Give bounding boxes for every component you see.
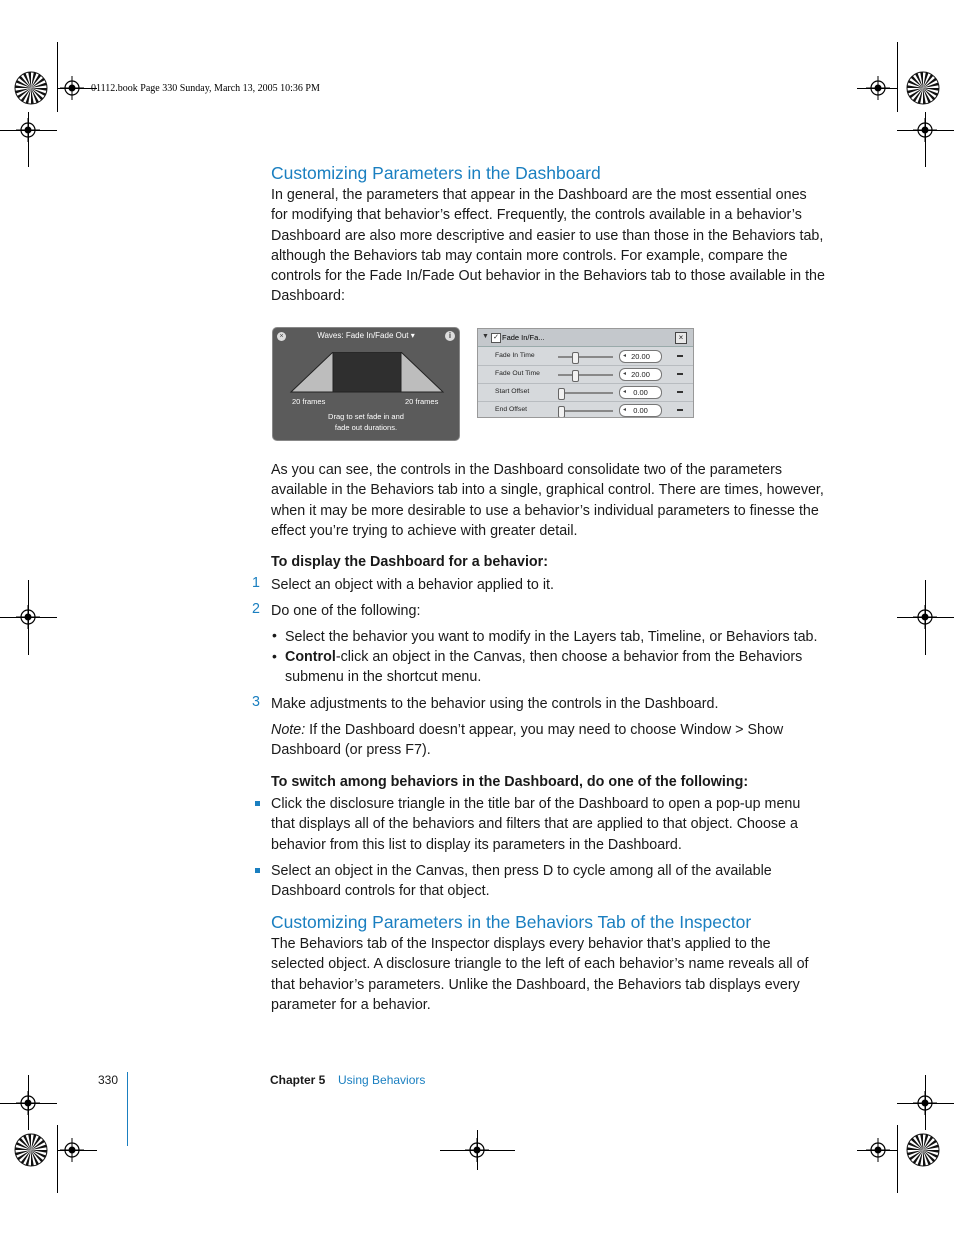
registration-mark-icon xyxy=(913,118,937,142)
procedure-heading: To switch among behaviors in the Dashboard, do one of the following: xyxy=(271,774,749,790)
slider-track xyxy=(558,410,613,412)
bullet-text: Select the behavior you want to modify in the Layers tab, Timeline, or Behaviors tab. xyxy=(285,629,818,645)
value-field: 0.00 xyxy=(619,404,662,417)
slider-knob xyxy=(572,352,579,364)
bullet-icon: • xyxy=(272,648,277,664)
behavior-name: Fade In/Fa... xyxy=(502,333,545,342)
fade-trapezoid xyxy=(289,352,445,394)
arrow-left-icon: ◂ xyxy=(623,353,627,359)
behaviors-tab-figure xyxy=(477,328,694,418)
registration-mark-icon xyxy=(16,118,40,142)
fade-out-frames-label: 20 frames xyxy=(405,397,439,406)
minus-icon xyxy=(677,373,683,375)
slider-track xyxy=(558,392,613,394)
registration-mark-icon xyxy=(465,1138,489,1162)
square-bullet-icon xyxy=(255,801,260,806)
comparison-paragraph: As you can see, the controls in the Dashboard consolidate two of the parameters available in the Behaviors tab into a single, graphical control. There are times, however, when it may be more desirable to use a behavior’s individual parameters to finesse the effect you’re trying to achieve with greater detail. xyxy=(271,462,824,539)
registration-mark-icon xyxy=(16,605,40,629)
chapter-title: Using Behaviors xyxy=(338,1073,426,1087)
registration-mark-icon xyxy=(866,76,890,100)
step-number: 3 xyxy=(252,694,260,710)
info-icon: i xyxy=(445,331,455,341)
minus-icon xyxy=(677,355,683,357)
slider-knob xyxy=(572,370,579,382)
slider-track xyxy=(558,374,613,376)
color-target-icon xyxy=(906,1133,940,1167)
step-text: Do one of the following: xyxy=(271,603,421,619)
color-target-icon xyxy=(906,71,940,105)
page-number: 330 xyxy=(98,1073,119,1087)
procedure-heading: To display the Dashboard for a behavior: xyxy=(271,554,548,570)
section-heading-dashboard: Customizing Parameters in the Dashboard xyxy=(271,163,601,183)
bullet-icon: • xyxy=(272,627,277,643)
disclosure-triangle-icon: ▼ xyxy=(482,333,489,340)
step-text: Select an object with a behavior applied to it. xyxy=(271,577,554,593)
value-field: 20.00 xyxy=(619,350,662,363)
arrow-left-icon: ◂ xyxy=(623,371,627,377)
behavior-header xyxy=(478,329,693,347)
chapter-label: Chapter 5 xyxy=(270,1073,326,1087)
square-bullet-icon xyxy=(255,868,260,873)
color-target-icon xyxy=(14,1133,48,1167)
close-icon: × xyxy=(675,332,687,344)
note: Note: If the Dashboard doesn’t appear, you may need to choose Window > Show Dashboard (or press F7). xyxy=(271,722,784,759)
arrow-left-icon: ◂ xyxy=(623,407,627,413)
slider-knob xyxy=(558,406,565,418)
value-field: 20.00 xyxy=(619,368,662,381)
registration-mark-icon xyxy=(60,1138,84,1162)
registration-mark-icon xyxy=(866,1138,890,1162)
registration-mark-icon xyxy=(913,605,937,629)
registration-mark-icon xyxy=(913,1091,937,1115)
slider-track xyxy=(558,356,613,358)
intro-paragraph: In general, the parameters that appear in the Dashboard are the most essential ones for modifying that behavior’s effect. Frequently, the controls available in a behavior’s Dashboard are also more descriptive and easier to use than those in the Behaviors tab, although the Behaviors tab may contain more controls. For example, compare the controls for the Fade In/Fade Out behavior in the Behaviors tab to those available in the Dashboard: xyxy=(271,187,825,305)
registration-mark-icon xyxy=(60,76,84,100)
footer-rule xyxy=(127,1072,128,1146)
section-heading-behaviors-tab: Customizing Parameters in the Behaviors Tab of the Inspector xyxy=(271,912,752,932)
param-row: Fade Out Time 20.00 ◂ xyxy=(478,365,693,384)
list-item: Click the disclosure triangle in the title bar of the Dashboard to open a pop-up menu that displays all of the behaviors and filters that are applied to that object. Choose a behavior from this list to display its parameters in the Dashboard. xyxy=(271,796,801,853)
close-icon: × xyxy=(277,332,286,341)
registration-mark-icon xyxy=(16,1091,40,1115)
arrow-left-icon: ◂ xyxy=(623,389,627,395)
color-target-icon xyxy=(14,71,48,105)
fade-in-frames-label: 20 frames xyxy=(292,397,326,406)
enable-checkbox-icon: ✓ xyxy=(491,333,501,343)
param-row: Start Offset 0.00 ◂ xyxy=(478,383,693,402)
step-number: 2 xyxy=(252,601,260,617)
param-row: End Offset 0.00 ◂ xyxy=(478,401,693,418)
minus-icon xyxy=(677,391,683,393)
list-item: Select an object in the Canvas, then press D to cycle among all of the available Dashboard controls for that object. xyxy=(271,863,772,900)
bullet-text: Control-click an object in the Canvas, then choose a behavior from the Behaviors submenu in the shortcut menu. xyxy=(285,649,803,686)
dashboard-title: Waves: Fade In/Fade Out ▾ xyxy=(317,331,415,340)
dashboard-caption: Drag to set fade in and fade out durations. xyxy=(328,412,404,432)
param-row: Fade In Time 20.00 ◂ xyxy=(478,347,693,366)
step-number: 1 xyxy=(252,575,260,591)
slider-knob xyxy=(558,388,565,400)
dashboard-figure xyxy=(272,327,460,441)
print-info: 01112.book Page 330 Sunday, March 13, 2005 10:36 PM xyxy=(91,83,320,94)
step-text: Make adjustments to the behavior using the controls in the Dashboard. xyxy=(271,696,719,712)
minus-icon xyxy=(677,409,683,411)
value-field: 0.00 xyxy=(619,386,662,399)
behaviors-tab-paragraph: The Behaviors tab of the Inspector displays every behavior that’s applied to the selected object. A disclosure triangle to the left of each behavior’s name reveals all of that behavior’s parameters. Unlike the Dashboard, the Behaviors tab displays every parameter for a behavior. xyxy=(271,936,809,1013)
